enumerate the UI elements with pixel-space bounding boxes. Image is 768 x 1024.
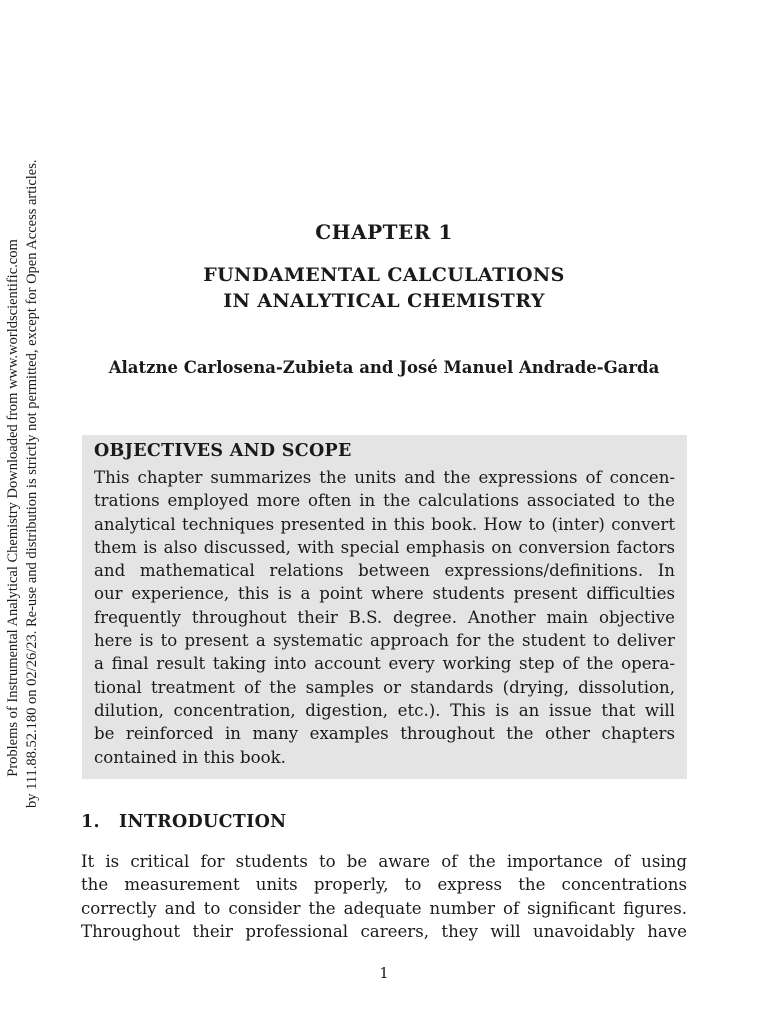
download-notice-line-2: by 111.88.52.180 on 02/26/23. Re-use and distribution is strictly not permitted, except for Open Access articles. — [24, 159, 40, 808]
objectives-line: our experience, this is a point where students present difficulties — [94, 584, 675, 604]
objectives-line: a final result taking into account every working step of the opera- — [94, 654, 675, 674]
objectives-line: This chapter summarizes the units and the expressions of concen- — [94, 468, 675, 487]
introduction-line: the measurement units properly, to express the concentrations — [81, 875, 687, 895]
objectives-line: contained in this book. — [94, 747, 286, 767]
chapter-title-line-2: IN ANALYTICAL CHEMISTRY — [223, 290, 545, 312]
objectives-line: be reinforced in many examples throughout the other chapters — [94, 724, 675, 744]
page-number: 1 — [379, 964, 389, 982]
objectives-heading: OBJECTIVES AND SCOPE — [94, 441, 352, 461]
chapter-title-line-1: FUNDAMENTAL CALCULATIONS — [203, 264, 565, 286]
introduction-line: Throughout their professional careers, they will unavoidably have — [81, 921, 687, 941]
objectives-line: here is to present a systematic approach for the student to deliver — [94, 631, 675, 651]
objectives-line: and mathematical relations between expressions/definitions. In — [94, 561, 675, 581]
introduction-line: correctly and to consider the adequate number of significant figures. — [81, 898, 687, 918]
introduction-heading: 1. INTRODUCTION — [81, 812, 287, 832]
introduction-line: It is critical for students to be aware of the importance of using — [81, 852, 687, 871]
objectives-line: them is also discussed, with special emphasis on conversion factors — [94, 537, 675, 557]
objectives-line: trations employed more often in the calculations associated to the — [94, 491, 675, 511]
objectives-line: analytical techniques presented in this book. How to (inter) convert — [94, 514, 675, 534]
introduction-paragraph — [81, 850, 687, 943]
download-notice-line-1: Problems of Instrumental Analytical Chemistry Downloaded from www.worldscientific.com — [5, 239, 21, 777]
authors: Alatzne Carlosena-Zubieta and José Manuel Andrade-Garda — [108, 358, 660, 377]
objectives-paragraph — [94, 466, 675, 769]
objectives-line: dilution, concentration, digestion, etc.). This is an issue that will — [94, 700, 675, 720]
objectives-line: tional treatment of the samples or standards (drying, dissolution, — [94, 677, 675, 697]
objectives-line: frequently throughout their B.S. degree. Another main objective — [94, 607, 675, 627]
chapter-title — [0, 262, 768, 314]
objectives-box — [82, 435, 687, 779]
chapter-label: CHAPTER 1 — [315, 220, 453, 244]
